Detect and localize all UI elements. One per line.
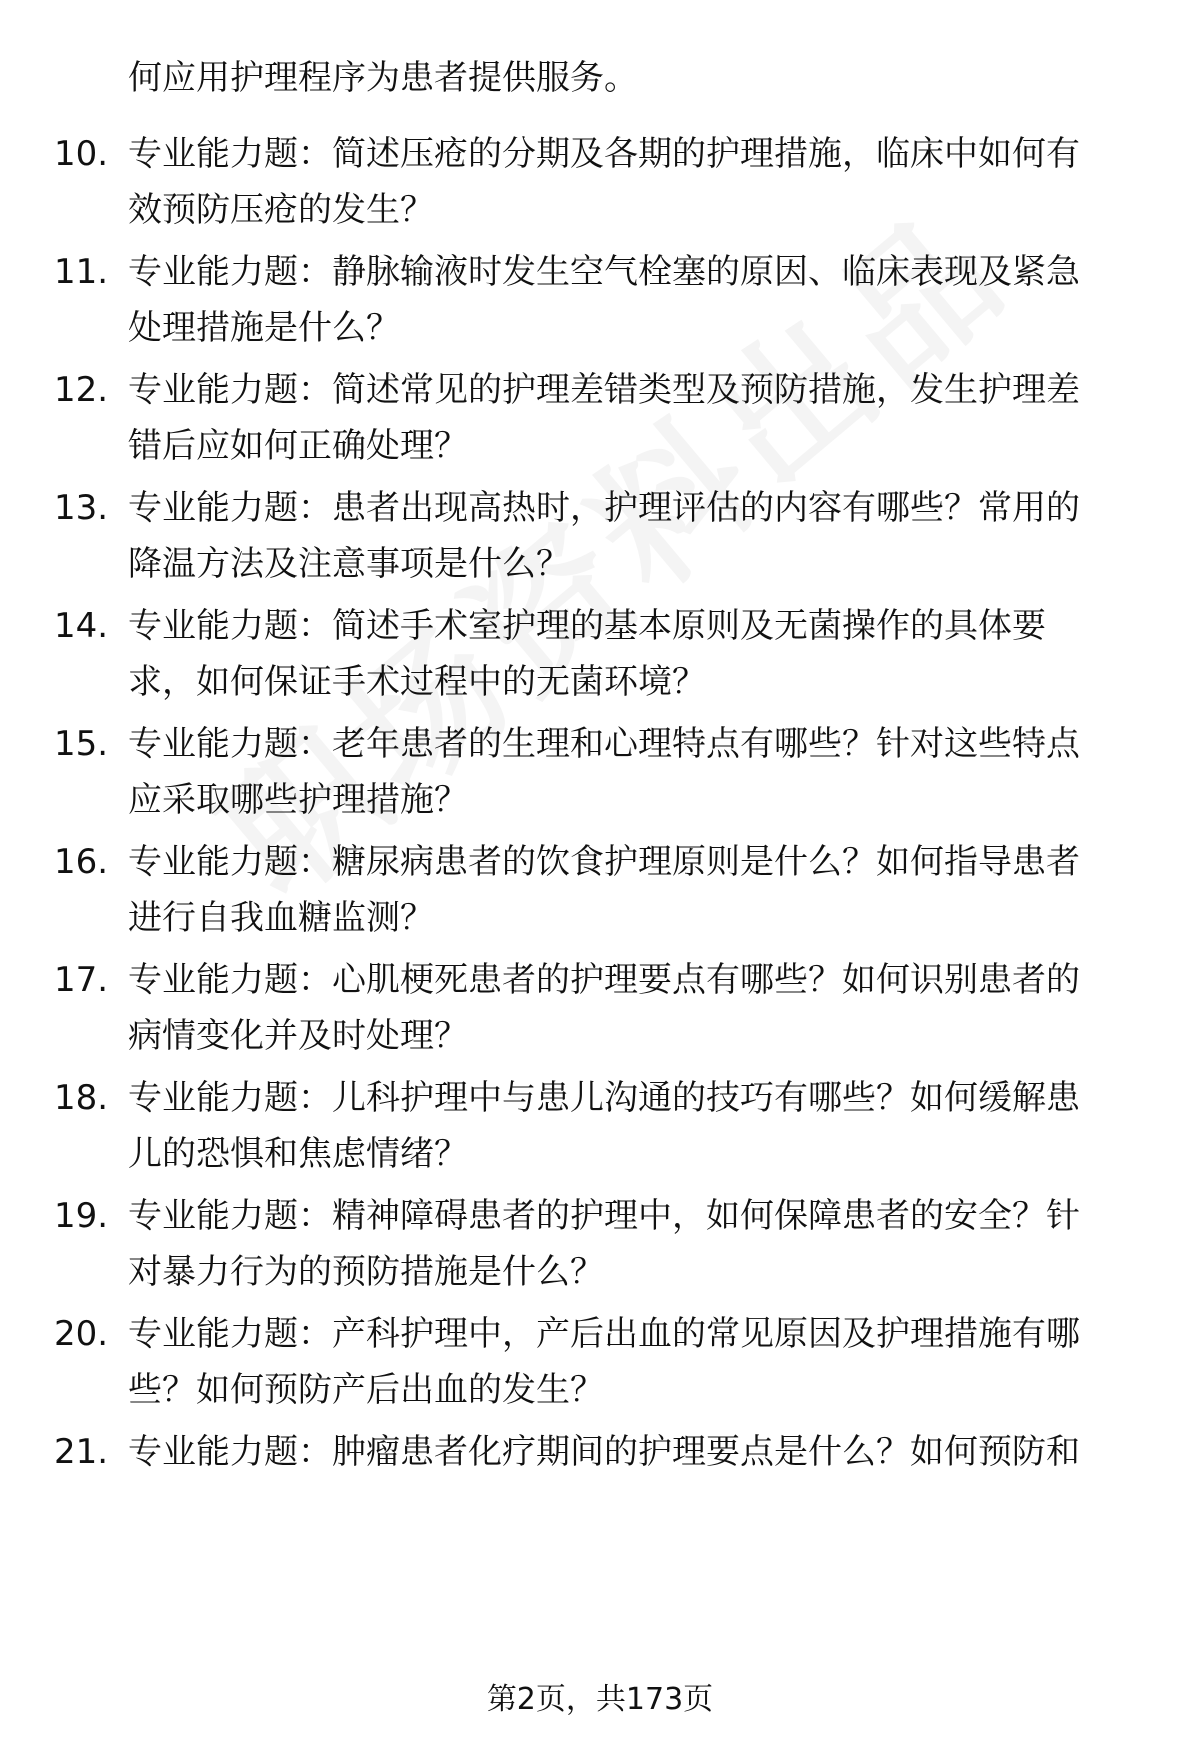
item-text-line2: 进行自我血糖监测？ — [128, 898, 434, 938]
item-text-line1: 专业能力题：心肌梗死患者的护理要点有哪些？如何识别患者的 — [128, 960, 1080, 1000]
item-number: 19. — [54, 1196, 109, 1236]
item-number: 12. — [54, 370, 109, 410]
item-text-line1: 专业能力题：简述常见的护理差错类型及预防措施，发生护理差 — [128, 370, 1080, 410]
item-text-line2: 求，如何保证手术过程中的无菌环境？ — [128, 662, 706, 702]
item-text-line2: 儿的恐惧和焦虑情绪？ — [128, 1134, 468, 1174]
item-text-line1: 专业能力题：精神障碍患者的护理中，如何保障患者的安全？针 — [128, 1196, 1080, 1236]
item-text-line1: 专业能力题：糖尿病患者的饮食护理原则是什么？如何指导患者 — [128, 842, 1080, 882]
item-text-line2: 应采取哪些护理措施？ — [128, 780, 468, 820]
item-text-line1: 专业能力题：简述压疮的分期及各期的护理措施，临床中如何有 — [128, 134, 1080, 174]
item-text-line2: 效预防压疮的发生？ — [128, 190, 434, 230]
item-text-line2: 病情变化并及时处理？ — [128, 1016, 468, 1056]
item-number: 16. — [54, 842, 109, 882]
item-text-line1: 专业能力题：老年患者的生理和心理特点有哪些？针对这些特点 — [128, 724, 1080, 764]
item-number: 20. — [54, 1314, 109, 1354]
item-text-line1: 专业能力题：静脉输液时发生空气栓塞的原因、临床表现及紧急 — [128, 252, 1080, 292]
item-text-line2: 降温方法及注意事项是什么？ — [128, 544, 570, 584]
item-text-line1: 专业能力题：简述手术室护理的基本原则及无菌操作的具体要 — [128, 606, 1046, 646]
item-number: 15. — [54, 724, 109, 764]
item-text-line1: 专业能力题：肿瘤患者化疗期间的护理要点是什么？如何预防和 — [128, 1432, 1080, 1472]
item-text-line2: 对暴力行为的预防措施是什么？ — [128, 1252, 604, 1292]
item-number: 14. — [54, 606, 109, 646]
item-number: 17. — [54, 960, 109, 1000]
item-text-line1: 专业能力题：产科护理中，产后出血的常见原因及护理措施有哪 — [128, 1314, 1080, 1354]
item-number: 11. — [54, 252, 109, 292]
page-footer: 第2页，共173页 — [486, 1682, 714, 1717]
item-text-line1: 专业能力题：患者出现高热时，护理评估的内容有哪些？常用的 — [128, 488, 1080, 528]
item-number: 10. — [54, 134, 109, 174]
item-text-line2: 些？如何预防产后出血的发生？ — [128, 1370, 604, 1410]
item-text-line1: 专业能力题：儿科护理中与患儿沟通的技巧有哪些？如何缓解患 — [128, 1078, 1080, 1118]
item-text-line2: 处理措施是什么？ — [128, 308, 400, 348]
continuation-text: 何应用护理程序为患者提供服务。 — [128, 58, 638, 98]
item-text-line2: 错后应如何正确处理？ — [128, 426, 468, 466]
item-number: 13. — [54, 488, 109, 528]
item-number: 18. — [54, 1078, 109, 1118]
item-number: 21. — [54, 1432, 109, 1472]
